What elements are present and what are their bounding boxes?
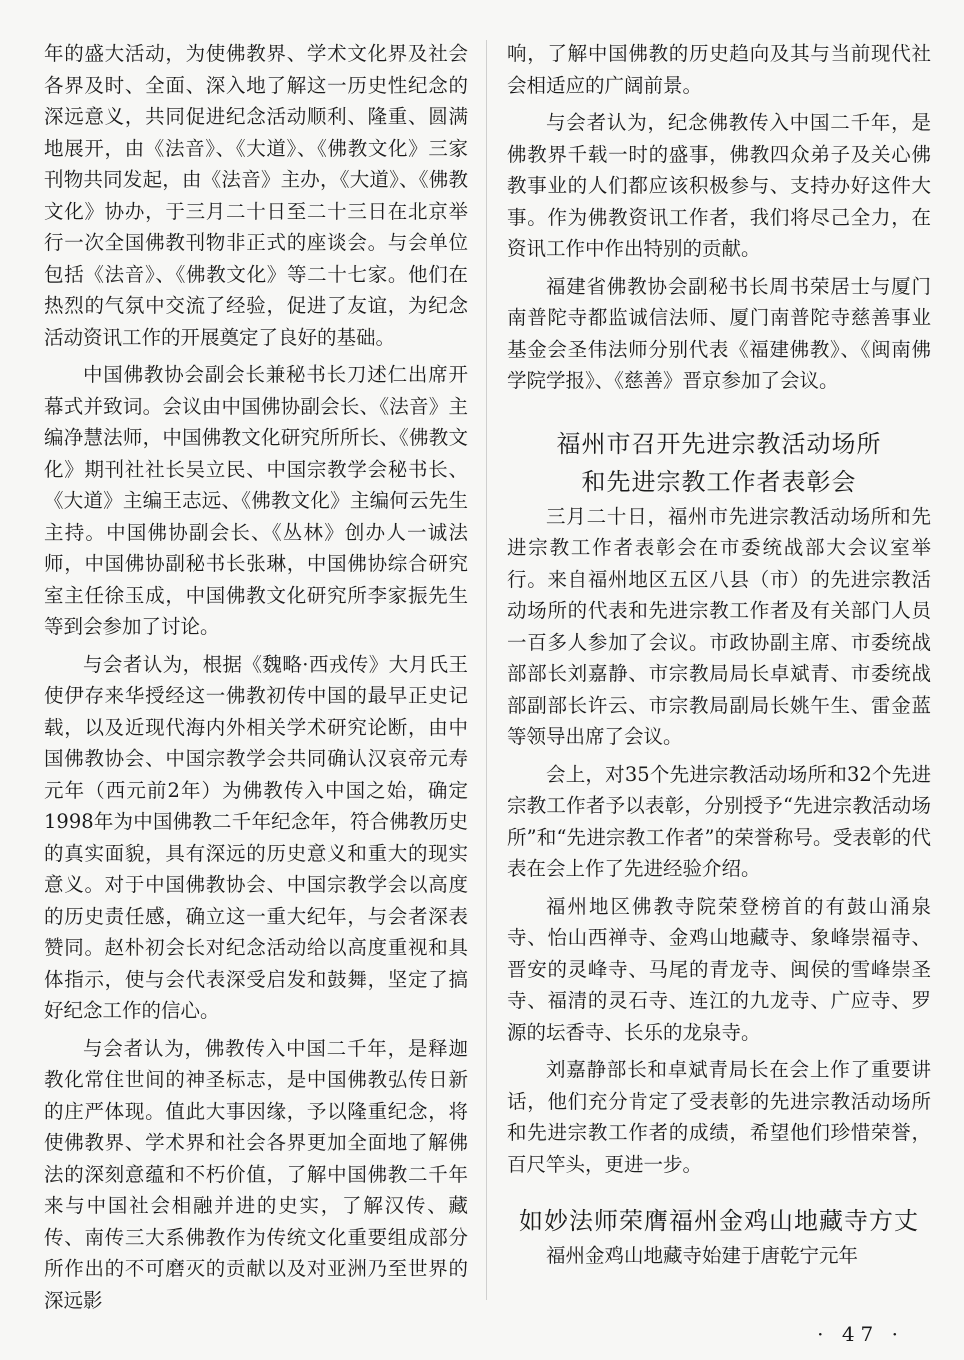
article-title-rumiao-abbot: 如妙法师荣膺福州金鸡山地藏寺方丈 <box>519 1207 919 1235</box>
title-line-1: 福州市召开先进宗教活动场所 <box>556 429 882 458</box>
page-number: · 47 · <box>817 1322 904 1346</box>
article-title-fuzhou-commendation <box>507 425 931 501</box>
paragraph: 福州金鸡山地藏寺始建于唐乾宁元年 <box>546 1244 859 1267</box>
paragraph: 与会者认为，根据《魏略·西戎传》大月氏王使伊存来华授经这一佛教初传中国的最早正史记载，以及近现代海内外相关学术研究论断，由中国佛教协会、中国宗教学会共同确认汉哀帝元寿元年（西元前2年）为佛教传入中国之始，确定1998年为中国佛教二千年纪念年，符合佛教历史的真实面貌，具有深远的历史意义和重大的现实意义。对于中国佛教协会、中国宗教学会以高度的历史责任感，确立这一重大纪年，与会者深表赞同。赵朴初会长对纪念活动给以高度重视和具体指示，使与会代表深受启发和鼓舞，坚定了搞好纪念工作的信心。 <box>44 652 468 1022</box>
paragraph: 中国佛教协会副会长兼秘书长刀述仁出席开幕式并致词。会议由中国佛协副会长、《法音》主编净慧法师，中国佛教文化研究所所长、《佛教文化》期刊社社长吴立民、中国宗教学会秘书长、《大道》主编王志远、《佛教文化》主编何云先生主持。中国佛协副会长、《丛林》创办人一诚法师，中国佛协副秘书长张琳，中国佛协综合研究室主任徐玉成，中国佛教文化研究所李家振先生等到会参加了讨论。 <box>44 363 468 638</box>
paragraph: 三月二十日，福州市先进宗教活动场所和先进宗教工作者表彰会在市委统战部大会议室举行。来自福州地区五区八县（市）的先进宗教活动场所的代表和先进宗教工作者及有关部门人员一百多人参加了会议。市政协副主席、市委统战部部长刘嘉静、市宗教局局长卓斌青、市委统战部副部长许云、市宗教局副局长姚午生、雷金蓝等领导出席了会议。 <box>507 504 931 748</box>
paragraph: 与会者认为，佛教传入中国二千年，是释迦教化常住世间的神圣标志，是中国佛教弘传日新的庄严体现。值此大事因缘，予以隆重纪念，将使佛教界、学术界和社会各界更加全面地了解佛法的深刻意蕴和不朽价值，了解中国佛教二千年来与中国社会相融并进的史实，了解汉传、藏传、南传三大系佛教作为传统文化重要组成部分所作出的不可磨灭的贡献以及对亚洲乃至世界的深远影 <box>44 1036 468 1312</box>
column-divider <box>486 40 487 1300</box>
paragraph: 与会者认为，纪念佛教传入中国二千年，是佛教界千载一时的盛事，佛教四众弟子及关心佛教事业的人们都应该积极参与、支持办好这件大事。作为佛教资讯工作者，我们将尽己全力，在资讯工作中作出特别的贡献。 <box>507 111 931 260</box>
paragraph: 会上，对35个先进宗教活动场所和32个先进宗教工作者予以表彰，分别授予“先进宗教活动场所”和“先进宗教工作者”的荣誉称号。受表彰的代表在会上作了先进经验介绍。 <box>507 762 931 880</box>
paragraph: 福建省佛教协会副秘书长周书荣居士与厦门南普陀寺都监诚信法师、厦门南普陀寺慈善事业基金会圣伟法师分别代表《福建佛教》、《闽南佛学院学报》、《慈善》晋京参加了会议。 <box>507 274 931 392</box>
paragraph: 响，了解中国佛教的历史趋向及其与当前现代社会相适应的广阔前景。 <box>507 42 931 97</box>
right-column <box>507 38 931 1272</box>
left-column <box>44 38 468 1316</box>
paragraph: 福州地区佛教寺院荣登榜首的有鼓山涌泉寺、怡山西禅寺、金鸡山地藏寺、象峰崇福寺、晋安的灵峰寺、马尾的青龙寺、闽侯的雪峰崇圣寺、福清的灵石寺、连江的九龙寺、广应寺、罗源的坛香寺、长乐的龙泉寺。 <box>507 894 931 1044</box>
paragraph: 年的盛大活动，为使佛教界、学术文化界及社会各界及时、全面、深入地了解这一历史性纪念的深远意义，共同促进纪念活动顺利、隆重、圆满地展开，由《法音》、《大道》、《佛教文化》三家刊物共同发起，由《法音》主办，《大道》、《佛教文化》协办，于三月二十日至二十三日在北京举行一次全国佛教刊物非正式的座谈会。与会单位包括《法音》、《佛教文化》等二十七家。他们在热烈的气氛中交流了经验，促进了友谊，为纪念活动资讯工作的开展奠定了良好的基础。 <box>44 42 468 349</box>
title-line-2: 和先进宗教工作者表彰会 <box>581 467 857 496</box>
paragraph: 刘嘉静部长和卓斌青局长在会上作了重要讲话，他们充分肯定了受表彰的先进宗教活动场所和先进宗教工作者的成绩，希望他们珍惜荣誉，百尺竿头，更进一步。 <box>507 1058 931 1176</box>
